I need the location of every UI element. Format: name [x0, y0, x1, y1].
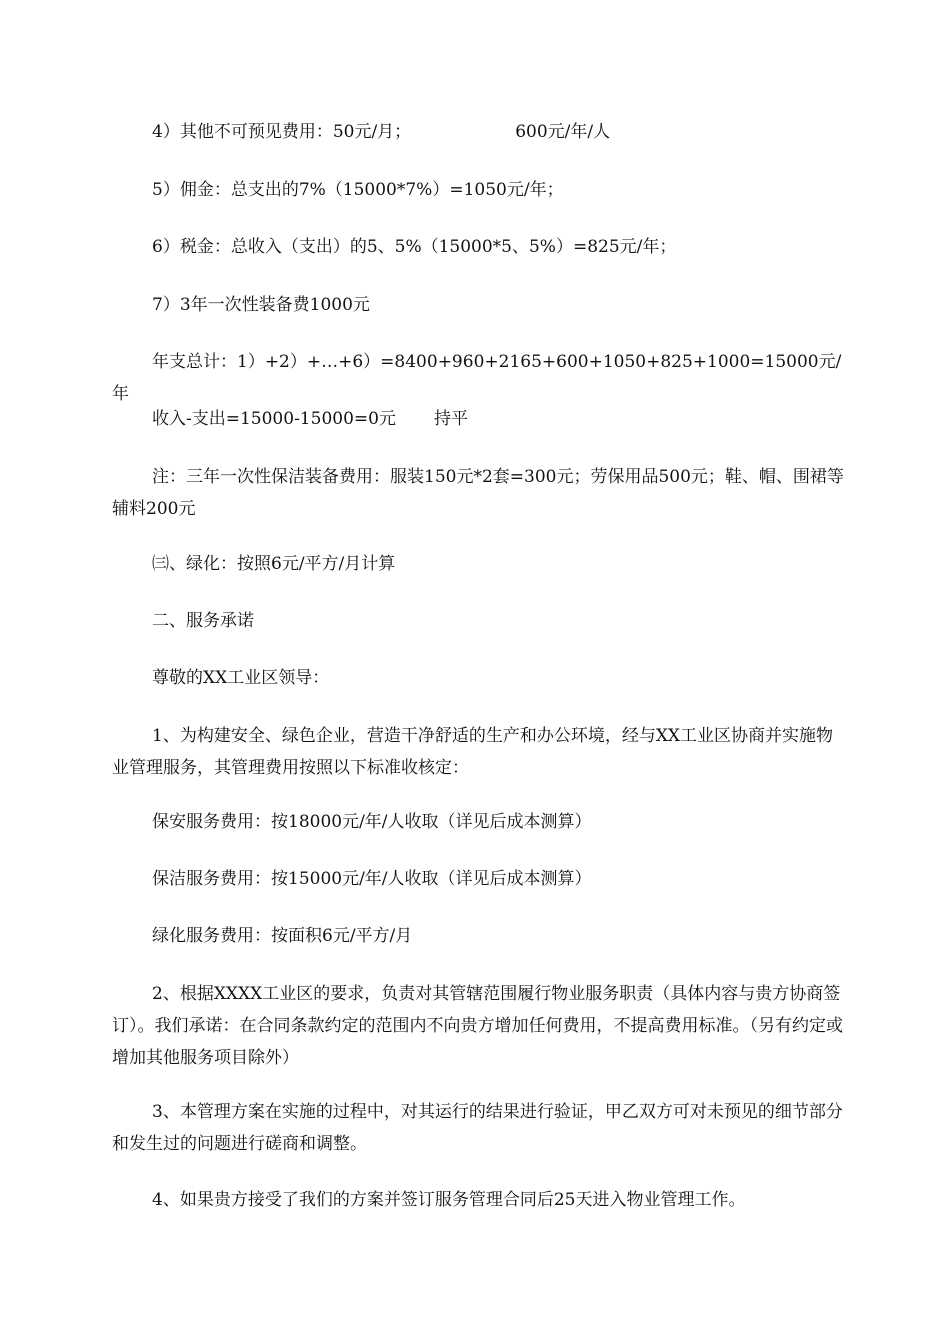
paragraph-cleaning-fee: 保洁服务费用：按15000元/年/人收取（详见后成本测算）: [152, 869, 592, 889]
paragraph-other-costs: [112, 116, 847, 148]
paragraph-equipment-fee: 7）3年一次性装备费1000元: [152, 295, 370, 315]
balance-result: 持平: [433, 409, 468, 429]
paragraph-tax: 6）税金：总收入（支出）的5、5%（15000*5、5%）=825元/年；: [152, 237, 677, 257]
paragraph-note: 注：三年一次性保洁装备费用：服装150元*2套=300元；劳保用品500元；鞋、帽、围裙等辅料200元: [112, 467, 844, 519]
paragraph-commission: 5）佣金：总支出的7%（15000*7%）=1050元/年；: [152, 180, 564, 200]
balance-formula: 收入-支出=15000-15000=0元: [152, 409, 396, 429]
other-costs-yearly: 600元/年/人: [515, 122, 611, 142]
paragraph-item-3: 3、本管理方案在实施的过程中，对其运行的结果进行验证，甲乙双方可对未预见的细节部分和发生过的问题进行磋商和调整。: [112, 1102, 843, 1154]
paragraph-greening-fee: 绿化服务费用：按面积6元/平方/月: [152, 926, 413, 946]
paragraph-salutation: 尊敬的XX工业区领导：: [152, 668, 330, 688]
paragraph-item-1: 1、为构建安全、绿色企业，营造干净舒适的生产和办公环境，经与XX工业区协商并实施物业管理服务，其管理费用按照以下标准收核定：: [112, 726, 834, 778]
paragraph-balance: [112, 403, 847, 435]
paragraph-annual-total: 年支总计：1）+2）+…+6）=8400+960+2165+600+1050+825+1000=15000元/年: [112, 352, 842, 404]
paragraph-greening: ㈢、绿化：按照6元/平方/月计算: [152, 554, 396, 574]
paragraph-item-4: 4、如果贵方接受了我们的方案并签订服务管理合同后25天进入物业管理工作。: [152, 1190, 746, 1210]
paragraph-item-2: 2、根据XXXX工业区的要求，负责对其管辖范围履行物业服务职责（具体内容与贵方协商签订）。我们承诺：在合同条款约定的范围内不向贵方增加任何费用，不提高费用标准。（另有约定或增加其他服务项目除外）: [112, 984, 843, 1068]
other-costs-monthly: 4）其他不可预见费用：50元/月；: [152, 122, 412, 142]
section-heading-service-commitment: 二、服务承诺: [152, 611, 254, 631]
paragraph-security-fee: 保安服务费用：按18000元/年/人收取（详见后成本测算）: [152, 812, 592, 832]
